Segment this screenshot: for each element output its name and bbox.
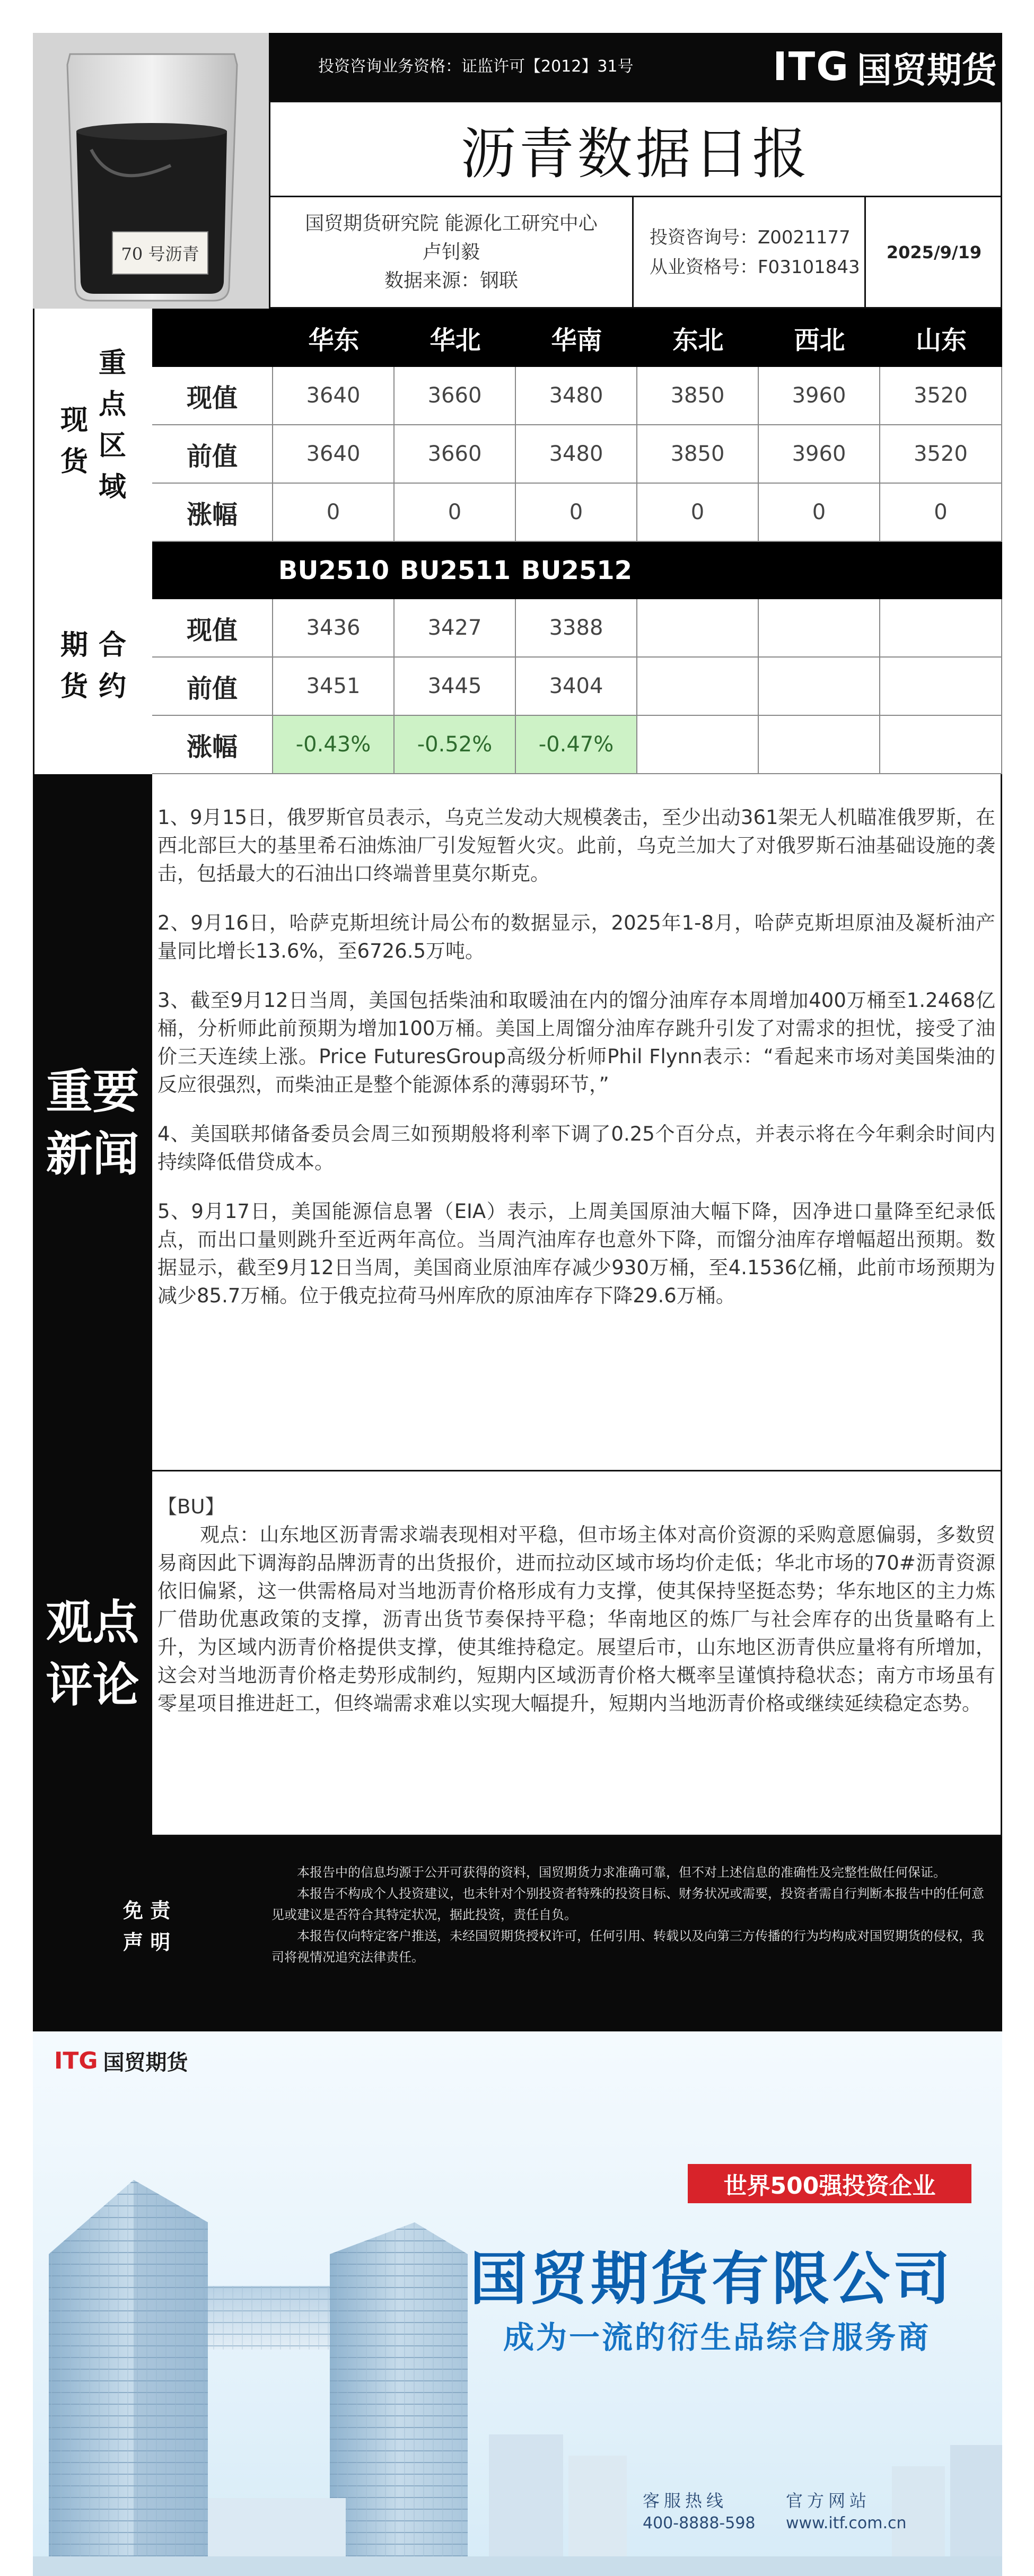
region-header: 华南 [516, 309, 637, 367]
company-slogan: 成为一流的衍生品综合服务商 [503, 2319, 931, 2355]
disclaimer [33, 1836, 1002, 2031]
futures-value: 3451 [273, 658, 395, 716]
disclaimer-paragraph: 本报告中的信息均源于公开可获得的资料，国贸期货力求准确可靠，但不对上述信息的准确性及完整性做任何保证。 [297, 1865, 946, 1880]
view-label-line: 评论 [46, 1658, 139, 1712]
spot-value: 3480 [516, 367, 637, 425]
report-date: 2025/9/19 [886, 242, 982, 262]
futures-value: 3404 [516, 658, 637, 716]
region-header: 华东 [273, 309, 395, 367]
spot-value: 3640 [273, 367, 395, 425]
spot-value: 3660 [395, 425, 516, 484]
spot-value: 3640 [273, 425, 395, 484]
spot-change: 0 [759, 484, 880, 542]
news-label-line: 重要 [46, 1064, 139, 1119]
empty-cell [880, 599, 1002, 658]
futures-label-char: 约 [99, 671, 127, 703]
spot-value: 3960 [759, 425, 880, 484]
row-label: 前值 [152, 658, 273, 716]
futures-change: -0.43% [273, 716, 395, 774]
disclaimer-paragraph: 本报告不构成个人投资建议，也未针对个别投资者特殊的投资目标、财务状况或需要，投资者需自行判断本报告中的任何意见或建议是否符合其特定状况，据此投资，责任自负。 [271, 1886, 984, 1922]
futures-change: -0.52% [395, 716, 516, 774]
disclaimer-label-line: 声 明 [123, 1931, 171, 1954]
license-text: 投资咨询业务资格：证监许可【2012】31号 [318, 57, 634, 76]
empty-cell [637, 658, 759, 716]
empty-cell [759, 599, 880, 658]
spot-label-char: 域 [99, 471, 127, 503]
spot-value: 3850 [637, 425, 759, 484]
spot-label-char: 区 [99, 430, 127, 462]
spot-value: 3520 [880, 367, 1002, 425]
disclaimer-label [123, 1895, 203, 1958]
spot-change: 0 [395, 484, 516, 542]
disclaimer-label-line: 免 责 [123, 1899, 171, 1922]
report-title: 沥青数据日报 [460, 121, 811, 186]
empty-cell [637, 716, 759, 774]
empty-cell [880, 658, 1002, 716]
empty-cell [759, 716, 880, 774]
spot-label-char: 货 [60, 446, 88, 478]
futures-label-char: 期 [60, 629, 88, 661]
empty-header [880, 542, 1002, 599]
logo-cn: 国贸期货 [857, 49, 997, 91]
spot-value: 3850 [637, 367, 759, 425]
banner-logo-itg: ITG [54, 2047, 98, 2074]
row-label: 现值 [152, 599, 273, 658]
spot-value: 3520 [880, 425, 1002, 484]
spot-table [152, 309, 1002, 542]
news-side-label [33, 774, 152, 1471]
futures-change: -0.47% [516, 716, 637, 774]
analyst-name: 卢钊毅 [422, 241, 480, 263]
row-label: 涨幅 [152, 484, 273, 542]
empty-cell [759, 658, 880, 716]
view-tag: 【BU】 [157, 1495, 225, 1518]
company-banner [33, 2031, 1002, 2576]
futures-side-label [33, 542, 152, 774]
company-logo [737, 38, 997, 95]
institute: 国贸期货研究院 能源化工研究中心 [305, 212, 598, 234]
website-label: 官方网站 [786, 2491, 871, 2511]
report-info [269, 197, 1002, 309]
report-title-box [269, 101, 1002, 197]
contract-header: BU2512 [516, 542, 637, 599]
futures-table [152, 542, 1002, 774]
empty-cell [880, 716, 1002, 774]
view-side-label [33, 1471, 152, 1836]
spot-label-char: 点 [99, 389, 127, 420]
spot-change: 0 [637, 484, 759, 542]
logo-itg: ITG [773, 44, 849, 90]
empty-header [759, 542, 880, 599]
region-header: 华北 [395, 309, 516, 367]
news-item: 2、9月16日，哈萨克斯坦统计局公布的数据显示，2025年1-8月，哈萨克斯坦原油及凝析油产量同比增长13.6%，至6726.5万吨。 [157, 912, 995, 962]
view-section [152, 1471, 1002, 1836]
consult-number: 投资咨询号：Z0021177 [650, 226, 851, 248]
region-header: 东北 [637, 309, 759, 367]
region-header: 山东 [880, 309, 1002, 367]
news-item: 5、9月17日，美国能源信息署（EIA）表示，上周美国原油大幅下降，因净进口量降至纪录低点，而出口量则跳升至近两年高位。当周汽油库存也意外下降，而馏分油库存增幅超出预期。数据显示，截至9月12日当周，美国商业原油库存减少930万桶，至4.1536亿桶，此前市场预期为减少85.7万桶。位于俄克拉荷马州库欣的原油库存下降29.6万桶。 [157, 1200, 995, 1307]
view-label-line: 观点 [46, 1595, 139, 1650]
news-section [152, 774, 1002, 1471]
hotline-number: 400-8888-598 [643, 2514, 756, 2533]
spot-value: 3960 [759, 367, 880, 425]
view-text: 观点：山东地区沥青需求端表现相对平稳，但市场主体对高价资源的采购意愿偏弱，多数贸易商因此下调海韵品牌沥青的出货报价，进而拉动区域市场均价走低；华北市场的70#沥青资源依旧偏紧，这一供需格局对当地沥青价格形成有力支撑，使其保持坚挺态势；华东地区的主力炼厂借助优惠政策的支撑，沥青出货节奏保持平稳；华南地区的炼厂与社会库存的出货量略有上升，为区域内沥青价格提供支撑，使其维持稳定。展望后市，山东地区沥青供应量将有所增加，这会对当地沥青价格走势形成制约，短期内区域沥青价格大概率呈谨慎持稳状态；南方市场虽有零星项目推进赶工，但终端需求难以实现大幅提升，短期内当地沥青价格或继续延续稳定态势。 [157, 1523, 995, 1715]
contract-header: BU2511 [395, 542, 516, 599]
author-block [270, 197, 634, 307]
banner-logo-cn: 国贸期货 [103, 2050, 188, 2075]
spot-value: 3480 [516, 425, 637, 484]
table-corner [152, 309, 273, 367]
row-label: 涨幅 [152, 716, 273, 774]
contract-header: BU2510 [273, 542, 395, 599]
futures-label-char: 合 [99, 629, 127, 661]
news-item: 3、截至9月12日当周，美国包括柴油和取暖油在内的馏分油库存本周增加400万桶至1.2468亿桶，分析师此前预期为增加100万桶。美国上周馏分油库存跳升引发了对需求的担忧，接受了油价三天连续上涨。Price FuturesGroup高级分析师Phil Flynn表示：“看起来市场对美国柴油的反应很强烈，而柴油正是整个能源体系的薄弱环节，” [157, 989, 995, 1096]
spot-label-char: 重 [99, 347, 127, 379]
news-item: 1、9月15日，俄罗斯官员表示，乌克兰发动大规模袭击，至少出动361架无人机瞄准俄罗斯，在西北部巨大的基里希石油炼油厂引发短暂火灾。此前，乌克兰加大了对俄罗斯石油基础设施的袭击，包括最大的石油出口终端普里莫尔斯克。 [157, 806, 995, 885]
website-url: www.itf.com.cn [786, 2514, 907, 2533]
fortune-500-badge: 世界500强投资企业 [688, 2164, 971, 2203]
row-label: 现值 [152, 367, 273, 425]
table-corner [152, 542, 273, 599]
banner-logo [54, 2042, 245, 2079]
news-label-line: 新闻 [46, 1126, 139, 1181]
news-item: 4、美国联邦储备委员会周三如预期般将利率下调了0.25个百分点，并表示将在今年剩余时间内持续降低借贷成本。 [157, 1123, 995, 1173]
company-name: 国贸期货有限公司 [469, 2246, 953, 2312]
row-label: 前值 [152, 425, 273, 484]
futures-label-char: 货 [60, 671, 88, 703]
product-label: 70 号沥青 [121, 244, 199, 264]
futures-value: 3436 [273, 599, 395, 658]
spot-change: 0 [880, 484, 1002, 542]
empty-cell [637, 599, 759, 658]
disclaimer-text [271, 1862, 995, 1968]
region-header: 西北 [759, 309, 880, 367]
spot-side-label [33, 309, 152, 542]
disclaimer-paragraph: 本报告仅向特定客户推送，未经国贸期货授权许可，任何引用、转载以及向第三方传播的行为均构成对国贸期货的侵权，我司将视情况追究法律责任。 [271, 1929, 984, 1965]
data-source: 数据来源：钢联 [384, 269, 518, 292]
practice-number: 从业资格号：F03101843 [650, 256, 860, 278]
qualification-block [634, 197, 866, 307]
empty-header [637, 542, 759, 599]
spot-change: 0 [516, 484, 637, 542]
spot-value: 3660 [395, 367, 516, 425]
spot-change: 0 [273, 484, 395, 542]
futures-value: 3445 [395, 658, 516, 716]
product-photo [33, 33, 269, 309]
futures-value: 3427 [395, 599, 516, 658]
futures-value: 3388 [516, 599, 637, 658]
spot-label-char: 现 [60, 405, 88, 436]
hotline-label: 客服热线 [643, 2491, 728, 2511]
